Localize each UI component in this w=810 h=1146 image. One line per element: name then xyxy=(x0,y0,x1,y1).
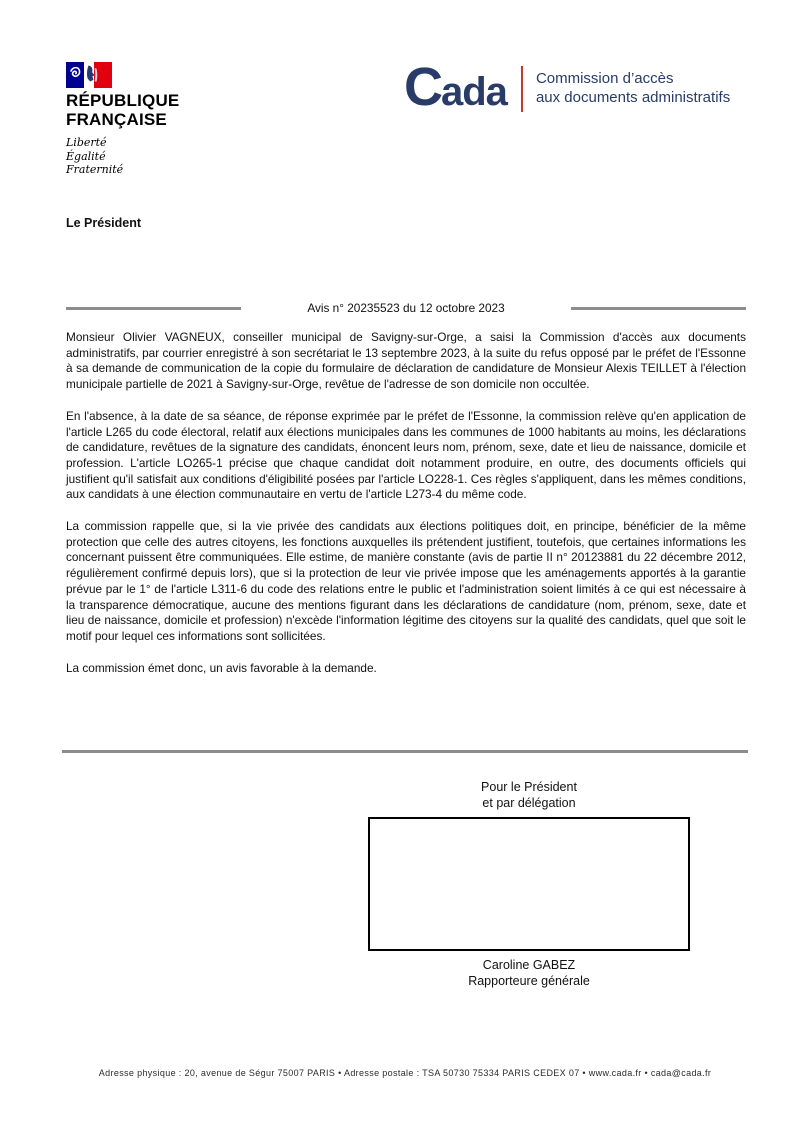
signature-intro xyxy=(368,779,690,811)
cada-tagline-line1: Commission d’accès xyxy=(535,70,674,87)
republic-line1: RÉPUBLIQUE xyxy=(66,91,180,110)
cada-wordmark xyxy=(404,57,507,117)
republic-wordmark xyxy=(66,91,179,129)
signatory-name: Caroline GABEZ xyxy=(482,958,576,972)
motto-fraternite: Fraternité xyxy=(66,163,124,176)
bottom-separator-rule xyxy=(62,750,748,753)
cada-tagline-line2: aux documents administratifs xyxy=(535,88,731,106)
sender-title: Le Président xyxy=(66,216,142,230)
signature-identity xyxy=(368,957,690,989)
cada-wordmark-rest: ada xyxy=(441,70,507,114)
signature-intro-line1: Pour le Président xyxy=(481,780,577,794)
republic-motto xyxy=(66,136,179,177)
republic-line2: FRANÇAISE xyxy=(66,110,167,129)
letter-body xyxy=(66,330,746,692)
avis-rule-right xyxy=(571,307,746,310)
signature-box xyxy=(368,817,690,951)
avis-reference-row xyxy=(66,301,746,315)
signatory-role: Rapporteure générale xyxy=(468,974,590,988)
cada-logo xyxy=(404,57,731,117)
republique-francaise-logo xyxy=(66,62,179,177)
paragraph-conclusion: La commission émet donc, un avis favorable à la demande. xyxy=(66,660,377,675)
cada-logo-divider xyxy=(521,66,523,112)
signature-intro-line2: et par délégation xyxy=(482,796,576,810)
french-flag-icon xyxy=(66,62,112,88)
footer-address: Adresse physique : 20, avenue de Ségur 75007 PARIS • Adresse postale : TSA 50730 75334 PARIS CEDEX 07 • www.cada.fr • cada@cada.fr xyxy=(98,1068,712,1078)
paragraph-saisine: Monsieur Olivier VAGNEUX, conseiller municipal de Savigny-sur-Orge, a saisi la Commission d'accès aux documents administratifs, par courrier enregistré à son secrétariat le 13 septembre 2023, à la suite du refus opposé par le préfet de l'Essonne à sa demande de communication de la copie du formulaire de déclaration de candidature de Monsieur Alexis TEILLET à l'élection municipale partielle de 2021 à Savigny-sur-Orge, revêtue de l'adresse de son domicile non occultée. xyxy=(66,330,746,392)
cada-tagline xyxy=(536,70,730,107)
motto-liberte: Liberté xyxy=(66,136,107,149)
paragraph-position-commission: La commission rappelle que, si la vie privée des candidats aux élections politiques doit, en principe, bénéficier de la même protection que celle des autres citoyens, les fonctions auxquelles ils prétendent justifient, toutefois, que certaines informations les concernant puissent être communiquées. Elle estime, de manière constante (avis de partie II n° 20123881 du 22 décembre 2012, régulièrement confirmé depuis lors), que si la protection de leur vie privée impose que les aménagements apportés à la garantie prévue par le 1° de l'article L311-6 du code des relations entre le public et l'administration soient limités à ce qui est nécessaire à la transparence démocratique, aucune des mentions figurant dans les déclarations de candidature (nom, prénom, sexe, date et lieu de naissance, domicile et profession) n'excède l'information légitime des citoyens sur la qualité des candidats, quel que soit le motif pour lequel ces informations sont sollicitées. xyxy=(66,519,746,643)
avis-reference: Avis n° 20235523 du 12 octobre 2023 xyxy=(307,301,505,315)
paragraph-cadre-legal: En l'absence, à la date de sa séance, de réponse exprimée par le préfet de l'Essonne, la commission relève qu'en application de l'article L265 du code électoral, relatif aux élections municipales dans les communes de 1000 habitants au moins, les déclarations de candidature, revêtues de la signature des candidats, énoncent leurs nom, prénom, sexe, date et lieu de naissance, domicile et profession. L'article LO265-1 précise que chaque candidat doit notamment produire, en outre, des documents officiels qui justifient qu'il satisfait aux conditions d'éligibilité posées par l'article LO228-1. Ces règles s'appliquent, dans les mêmes conditions, aux candidats à une élection communautaire en vertu de l'article L273-4 du même code. xyxy=(66,408,746,502)
motto-egalite: Égalité xyxy=(66,149,106,163)
cada-wordmark-c: C xyxy=(404,57,441,117)
avis-rule-left xyxy=(66,307,241,310)
